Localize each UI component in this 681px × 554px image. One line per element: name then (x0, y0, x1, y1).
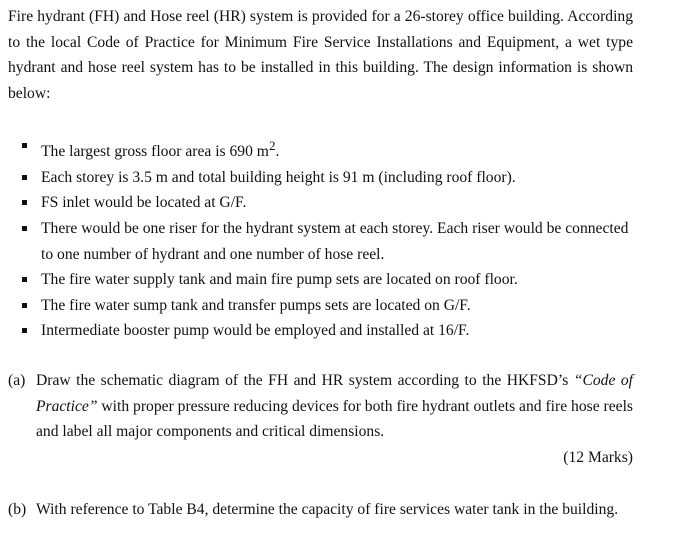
bullet-text-end: . (275, 143, 280, 161)
question-text-part: Draw the schematic diagram of the FH and HR system according to the HKFSD’s (36, 372, 574, 389)
bullet-icon (22, 277, 27, 282)
bullet-text: The fire water sump tank and transfer pumps sets are located on G/F. (41, 296, 471, 314)
question-a (8, 368, 633, 470)
question-text (36, 368, 633, 445)
code-of-practice-title: “Code of Practice” (36, 372, 633, 415)
question-text-part: with proper pressure reducing devices for both fire hydrant outlets and fire hose reels and label all major components and critical dimensions. (36, 397, 633, 441)
bullet-icon (22, 175, 27, 180)
list-item (22, 267, 633, 293)
list-item (22, 133, 633, 165)
bullet-text: FS inlet would be located at G/F. (41, 194, 247, 212)
bullet-icon (22, 143, 27, 148)
bullet-text: Each storey is 3.5 m and total building height is 91 m (including roof floor). (41, 168, 516, 186)
question-label: (a) (8, 372, 26, 389)
list-item (22, 293, 633, 319)
list-item (22, 190, 633, 216)
bullet-icon (22, 200, 27, 205)
list-item (22, 318, 633, 344)
question-b (8, 497, 633, 523)
intro-paragraph: Fire hydrant (FH) and Hose reel (HR) system is provided for a 26-storey office building. According to the local Code of Practice for Minimum Fire Service Installations and Equipment, a wet type hydrant and hose reel system has to be installed in this building. The design information is shown below: (8, 8, 633, 102)
bullet-text: The fire water supply tank and main fire pump sets are located on roof floor. (41, 271, 518, 289)
bullet-icon (22, 226, 27, 231)
question-label: (b) (8, 501, 27, 518)
bullet-text: Intermediate booster pump would be employed and installed at 16/F. (41, 322, 470, 340)
bullet-text: The largest gross floor area is 690 m (41, 143, 269, 161)
bullet-text: There would be one riser for the hydrant system at each storey. Each riser would be connected to one number of hydrant and one number of hose reel. (41, 219, 629, 263)
bullet-icon (22, 328, 27, 333)
list-item (22, 216, 633, 267)
list-item (22, 165, 633, 191)
bullet-icon (22, 303, 27, 308)
marks-label: (12 Marks) (563, 448, 633, 466)
question-text: With reference to Table B4, determine the capacity of fire services water tank in the building. (36, 501, 619, 518)
design-information-list (22, 133, 633, 344)
superscript: 2 (268, 138, 276, 153)
